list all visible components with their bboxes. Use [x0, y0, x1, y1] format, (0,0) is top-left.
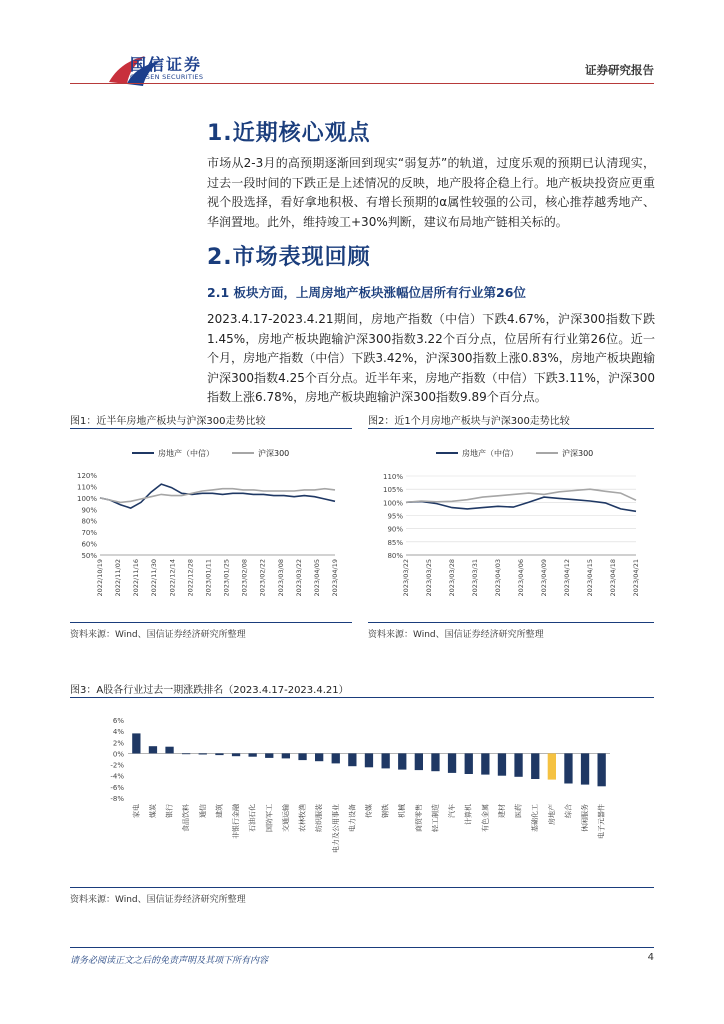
category-label: 交通运输 — [281, 804, 290, 832]
footer-divider — [70, 947, 654, 948]
bar-农林牧渔 — [298, 753, 306, 760]
category-label: 电力及公用事业 — [331, 804, 340, 853]
category-label: 汽车 — [448, 804, 457, 818]
x-tick-label: 2022/11/16 — [132, 559, 141, 597]
bar-房地产 — [548, 753, 556, 779]
y-tick-label: 90% — [81, 506, 97, 515]
category-label: 家电 — [132, 804, 141, 818]
y-tick-label: 100% — [382, 499, 403, 508]
bar-综合 — [564, 753, 572, 783]
bar-商贸零售 — [415, 753, 423, 770]
x-tick-label: 2023/03/22 — [294, 559, 303, 597]
bar-非银行金融 — [232, 753, 240, 756]
x-tick-label: 2022/10/19 — [96, 559, 104, 597]
category-label: 银行 — [165, 804, 174, 818]
category-label: 非银行金融 — [232, 804, 241, 839]
x-tick-label: 2023/03/28 — [448, 559, 456, 597]
category-label: 纺织服装 — [315, 804, 324, 832]
bar-国防军工 — [265, 753, 273, 758]
y-tick-label: -2% — [110, 761, 124, 770]
y-tick-label: 110% — [382, 473, 403, 481]
x-tick-label: 2023/04/06 — [517, 559, 525, 597]
legend-label-1: 沪深300 — [562, 449, 594, 458]
category-label: 通信 — [198, 804, 207, 818]
category-label: 传媒 — [365, 804, 373, 818]
section2-paragraph: 2023.4.17-2023.4.21期间，房地产指数（中信）下跌4.67%，沪深300指数下跌1.45%，房地产板块跑输沪深300指数3.22个百分点，位居所有行业第26位。近一个月，房地产指数（中信）下跌3.42%，沪深300指数上涨0.83%，房地产板块跑输沪深300指数4.25个百分点。近半年来，房地产指数（中信）下跌3.11%，沪深300指数上涨6.78%，房地产板块跑输沪深300指数9.89个百分点。 — [207, 312, 655, 404]
bar-电力设备 — [348, 753, 356, 766]
x-tick-label: 2023/01/11 — [204, 559, 213, 597]
bar-有色金属 — [481, 753, 489, 774]
figure2-source: 资料来源：Wind、国信证券经济研究所整理 — [368, 630, 544, 640]
bar-钢铁 — [382, 753, 390, 768]
bar-汽车 — [448, 753, 456, 773]
category-label: 建材 — [497, 804, 506, 818]
category-label: 计算机 — [464, 804, 473, 825]
category-label: 商贸零售 — [414, 804, 423, 832]
category-label: 基础化工 — [531, 804, 540, 832]
header-divider — [70, 83, 654, 84]
bar-家电 — [132, 733, 140, 753]
category-label: 煤炭 — [148, 804, 157, 818]
bar-休闲服务 — [581, 753, 589, 784]
x-tick-label: 2023/04/19 — [331, 559, 339, 597]
bar-石油石化 — [249, 753, 257, 756]
category-label: 房地产 — [547, 804, 556, 825]
y-tick-label: -6% — [110, 783, 124, 792]
x-tick-label: 2022/12/14 — [168, 559, 177, 597]
bar-煤炭 — [149, 746, 157, 753]
category-label: 电子元器件 — [597, 804, 606, 839]
section1-paragraph: 市场从2-3月的高预期逐渐回到现实“弱复苏”的轨道，过度乐观的预期已认清现实，过去一段时间的下跌正是上述情况的反映，地产股将企稳上行。地产板块投资应更重视个股选择，看好拿地积极、有增长预期的α属性较强的公司，核心推荐越秀地产、华润置地。此外，维持竣工+30%判断，建议布局地产链相关标的。 — [207, 156, 655, 229]
x-tick-label: 2023/04/05 — [312, 559, 321, 597]
bar-纺织服装 — [315, 753, 323, 761]
y-tick-label: 80% — [81, 517, 97, 526]
y-tick-label: -4% — [110, 772, 124, 781]
bar-交通运输 — [282, 753, 290, 758]
x-tick-label: 2023/04/21 — [632, 559, 640, 597]
legend-label-1: 沪深300 — [258, 449, 290, 458]
report-type: 证券研究报告 — [585, 63, 654, 77]
x-tick-label: 2023/04/18 — [609, 559, 617, 597]
figure3-bottom-rule — [70, 887, 654, 888]
x-tick-label: 2023/03/08 — [276, 559, 285, 597]
section2-subtitle: 2.1 板块方面，上周房地产板块涨幅位居所有行业第26位 — [207, 285, 526, 300]
legend-label-0: 房地产（中信） — [158, 449, 214, 458]
figure3-title: 图3：A股各行业过去一期涨跌排名（2023.4.17-2023.4.21） — [70, 685, 349, 696]
figure3-chart — [70, 708, 654, 886]
x-tick-label: 2022/12/28 — [186, 559, 195, 597]
bar-通信 — [199, 753, 207, 754]
y-tick-label: 95% — [387, 512, 403, 521]
bar-电子元器件 — [598, 753, 606, 786]
category-label: 建筑 — [215, 804, 224, 818]
category-label: 农林牧渔 — [298, 804, 307, 832]
x-tick-label: 2022/11/02 — [114, 559, 123, 597]
x-tick-label: 2023/04/15 — [586, 559, 594, 597]
x-tick-label: 2023/04/12 — [563, 559, 571, 597]
x-tick-label: 2023/03/22 — [402, 559, 410, 597]
y-tick-label: 105% — [382, 486, 403, 495]
bar-银行 — [165, 747, 173, 754]
bar-计算机 — [465, 753, 473, 774]
series-line-1 — [406, 489, 636, 502]
y-tick-label: 6% — [112, 717, 124, 725]
x-tick-label: 2023/02/22 — [258, 559, 267, 597]
y-tick-label: 110% — [76, 483, 97, 492]
figure2-title: 图2：近1个月房地产板块与沪深300走势比较 — [368, 416, 570, 427]
y-tick-label: 90% — [387, 525, 403, 534]
figure1-source: 资料来源：Wind、国信证券经济研究所整理 — [70, 630, 246, 640]
section2-title: 2.市场表现回顾 — [207, 245, 371, 270]
y-tick-label: 120% — [76, 472, 97, 480]
figure1-bottom-rule — [70, 622, 352, 623]
legend-label-0: 房地产（中信） — [462, 449, 518, 458]
x-tick-label: 2023/01/25 — [222, 559, 231, 597]
figure1-chart — [70, 440, 352, 620]
page-number: 4 — [647, 952, 654, 963]
y-tick-label: 100% — [76, 494, 97, 503]
bar-建筑 — [215, 753, 223, 755]
bar-轻工制造 — [431, 753, 439, 771]
y-tick-label: -8% — [110, 795, 124, 803]
y-tick-label: 50% — [81, 552, 97, 560]
figure2-chart — [368, 440, 654, 620]
figure3-rule — [70, 697, 654, 698]
category-label: 电力设备 — [348, 804, 357, 832]
bar-传媒 — [365, 753, 373, 767]
category-label: 综合 — [564, 804, 573, 818]
x-tick-label: 2022/11/30 — [150, 559, 159, 597]
x-tick-label: 2023/03/31 — [471, 559, 479, 597]
brand-name: 国信证券 — [130, 55, 203, 74]
category-label: 轻工制造 — [431, 804, 440, 832]
category-label: 有色金属 — [481, 804, 490, 832]
y-tick-label: 85% — [387, 538, 403, 547]
bar-机械 — [398, 753, 406, 769]
bar-建材 — [498, 753, 506, 775]
section1-title: 1.近期核心观点 — [207, 121, 371, 146]
bar-医药 — [514, 753, 522, 776]
x-tick-label: 2023/04/09 — [540, 559, 548, 597]
y-tick-label: 80% — [387, 552, 403, 560]
x-tick-label: 2023/03/25 — [425, 559, 433, 597]
x-tick-label: 2023/04/03 — [494, 559, 502, 597]
bar-电力及公用事业 — [332, 753, 340, 763]
category-label: 医药 — [514, 804, 523, 818]
category-label: 休闲服务 — [581, 804, 590, 832]
figure2-bottom-rule — [368, 622, 654, 623]
figure2-rule — [368, 428, 654, 429]
footer-disclaimer: 请务必阅读正文之后的免责声明及其项下所有内容 — [70, 956, 269, 966]
y-tick-label: 2% — [112, 739, 124, 748]
category-label: 机械 — [398, 804, 407, 818]
bar-食品饮料 — [182, 753, 190, 754]
category-label: 食品饮料 — [182, 804, 191, 832]
series-line-0 — [100, 484, 335, 508]
y-tick-label: 70% — [81, 529, 97, 538]
series-line-0 — [406, 497, 636, 511]
y-tick-label: 4% — [112, 728, 124, 737]
category-label: 国防军工 — [265, 804, 274, 832]
brand-name-en: GUOSEN SECURITIES — [130, 73, 204, 81]
figure1-rule — [70, 428, 352, 429]
figure3-source: 资料来源：Wind、国信证券经济研究所整理 — [70, 895, 246, 905]
category-label: 钢铁 — [381, 804, 390, 818]
category-label: 石油石化 — [248, 804, 257, 832]
bar-基础化工 — [531, 753, 539, 779]
x-tick-label: 2023/02/08 — [240, 559, 249, 597]
y-tick-label: 0% — [112, 750, 124, 759]
y-tick-label: 60% — [81, 540, 97, 549]
figure1-title: 图1：近半年房地产板块与沪深300走势比较 — [70, 416, 266, 427]
